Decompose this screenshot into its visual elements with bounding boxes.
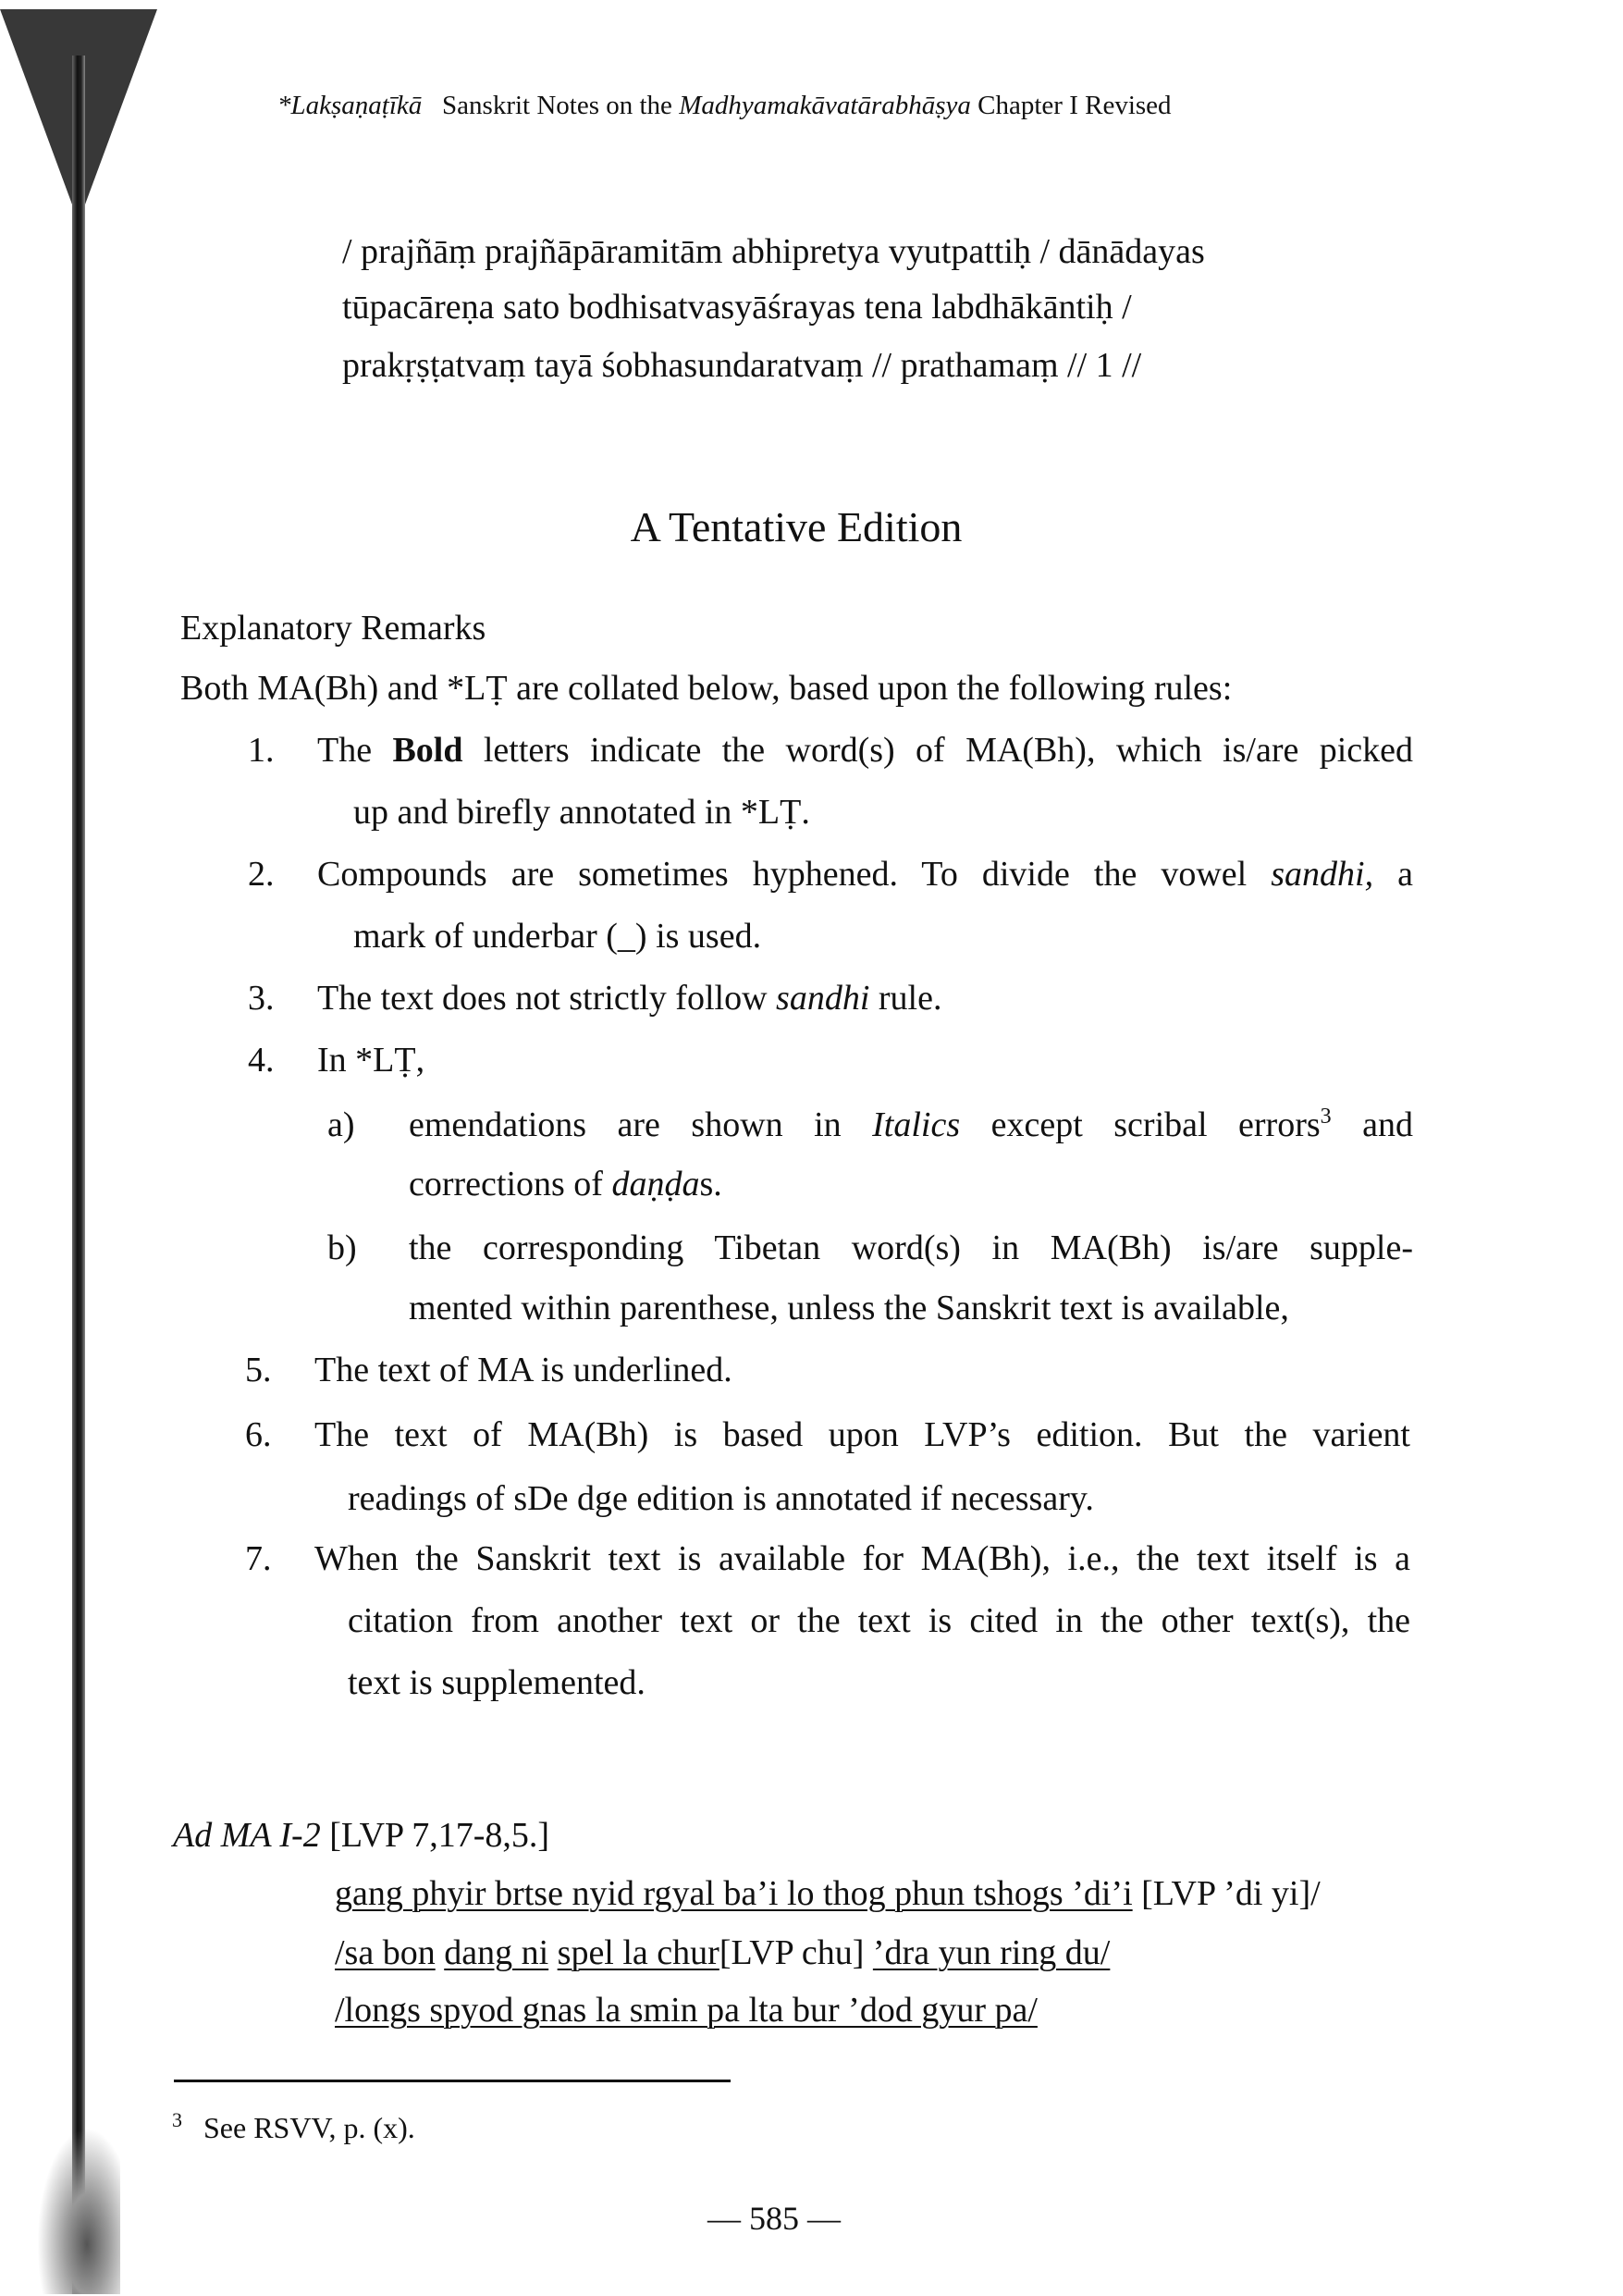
footnote-rule [174, 2080, 731, 2082]
rule-text [317, 730, 1413, 771]
text-segment: Madhyamakāvatārabhāṣya [679, 91, 971, 120]
text-segment: daṇḍa [611, 1165, 700, 1204]
sanskrit-line: / prajñāṃ prajñāpāramitām abhipretya vyutpattiḥ / dānādayas [342, 232, 1205, 271]
text-segment: a [1373, 855, 1413, 894]
scan-noise [37, 2128, 120, 2294]
rule-number: 6. [245, 1415, 272, 1454]
rule-number: 1. [248, 731, 275, 770]
text-segment: The text does not strictly follow [317, 979, 777, 1018]
rule-number: 2. [248, 855, 275, 894]
section-title: A Tentative Edition [630, 503, 963, 550]
text-segment: [LVP ’di yi]/ [1132, 1874, 1321, 1913]
rule-text: text is supplemented. [348, 1663, 646, 1702]
scan-binding-edge [72, 56, 85, 2294]
text-segment: and [1331, 1105, 1413, 1144]
rule-number: 4. [248, 1041, 275, 1080]
text-segment: gang phyir brtse nyid rgyal ba’i lo thog phun tshogs ’di’i [335, 1874, 1133, 1913]
text-segment: rule. [869, 979, 942, 1018]
text-segment: [LVP chu] [719, 1933, 873, 1972]
tibetan-line [335, 1932, 1110, 1973]
text-segment: Italics [872, 1105, 961, 1144]
remarks-heading: Explanatory Remarks [180, 609, 486, 648]
footnote-text: See RSVV, p. (x). [203, 2111, 415, 2144]
subrule-letter: a) [327, 1105, 355, 1144]
text-segment: Chapter I Revised [970, 91, 1172, 120]
page-number: — 585 — [707, 2200, 841, 2237]
rule-number: 3. [248, 979, 275, 1018]
intro-text: Both MA(Bh) and *LṬ are collated below, based upon the following rules: [180, 669, 1233, 708]
footnote-mark: 3 [172, 2108, 182, 2131]
text-segment: *Lakṣaṇaṭīkā [277, 91, 423, 120]
text-segment: s. [699, 1165, 722, 1204]
subrule-text [409, 1164, 722, 1204]
tibetan-line [335, 1873, 1321, 1914]
rule-text: In *LṬ, [317, 1041, 425, 1080]
tibetan-line [335, 1990, 1038, 2031]
text-segment: Sanskrit Notes on the [422, 91, 680, 120]
text-segment: /sa bon [335, 1933, 436, 1972]
rule-text: up and birefly annotated in *LṬ. [353, 793, 810, 832]
subrule-text [409, 1105, 1413, 1145]
rule-number: 7. [245, 1539, 272, 1578]
text-segment: ’dra yun ring du/ [872, 1933, 1111, 1972]
text-segment: dang ni [444, 1933, 549, 1972]
rule-text: mark of underbar (_) is used. [353, 917, 762, 956]
rule-number: 5. [245, 1351, 272, 1389]
text-segment [548, 1933, 558, 1972]
subrule-text: the corresponding Tibetan word(s) in MA(Bh) is/are supple- [409, 1228, 1413, 1267]
sanskrit-line: tūpacāreṇa sato bodhisatvasyāśrayas tena labdhākāntiḥ / [342, 288, 1132, 327]
text-segment: corrections of [409, 1165, 612, 1204]
subrule-text: mented within parenthese, unless the Sanskrit text is available, [409, 1289, 1289, 1327]
sanskrit-line: prakṛṣṭatvaṃ tayā śobhasundaratvaṃ // prathamaṃ // 1 // [342, 346, 1142, 385]
rule-text: readings of sDe dge edition is annotated if necessary. [348, 1479, 1094, 1518]
text-segment [436, 1933, 445, 1972]
section-reference [173, 1815, 549, 1856]
rule-text: When the Sanskrit text is available for MA(Bh), i.e., the text itself is a [314, 1539, 1410, 1578]
rule-text [317, 854, 1413, 895]
footnote-reference: 3 [1320, 1105, 1332, 1129]
text-segment: sandhi, [1271, 855, 1374, 894]
text-segment: Compounds are sometimes hyphened. To divide the vowel [317, 855, 1272, 894]
text-segment: The [317, 731, 393, 770]
text-segment: spel la chur [557, 1933, 719, 1972]
text-segment: Bold [392, 731, 463, 770]
text-segment: Ad MA I-2 [173, 1816, 321, 1855]
text-segment: except scribal errors [960, 1105, 1321, 1144]
text-segment: [LVP 7,17-8,5.] [320, 1816, 550, 1855]
rule-text [317, 978, 941, 1018]
subrule-letter: b) [327, 1228, 357, 1267]
text-segment: letters indicate the word(s) of MA(Bh), which is/are picked [462, 731, 1413, 770]
rule-text: The text of MA is underlined. [314, 1351, 732, 1389]
rule-text: The text of MA(Bh) is based upon LVP’s edition. But the varient [314, 1415, 1410, 1454]
text-segment: emendations are shown in [409, 1105, 873, 1144]
text-segment: sandhi [776, 979, 870, 1018]
rule-text: citation from another text or the text is cited in the other text(s), the [348, 1601, 1410, 1640]
running-header [277, 89, 1172, 122]
text-segment: /longs spyod gnas la smin pa lta bur ’dod gyur pa/ [335, 1991, 1038, 2030]
